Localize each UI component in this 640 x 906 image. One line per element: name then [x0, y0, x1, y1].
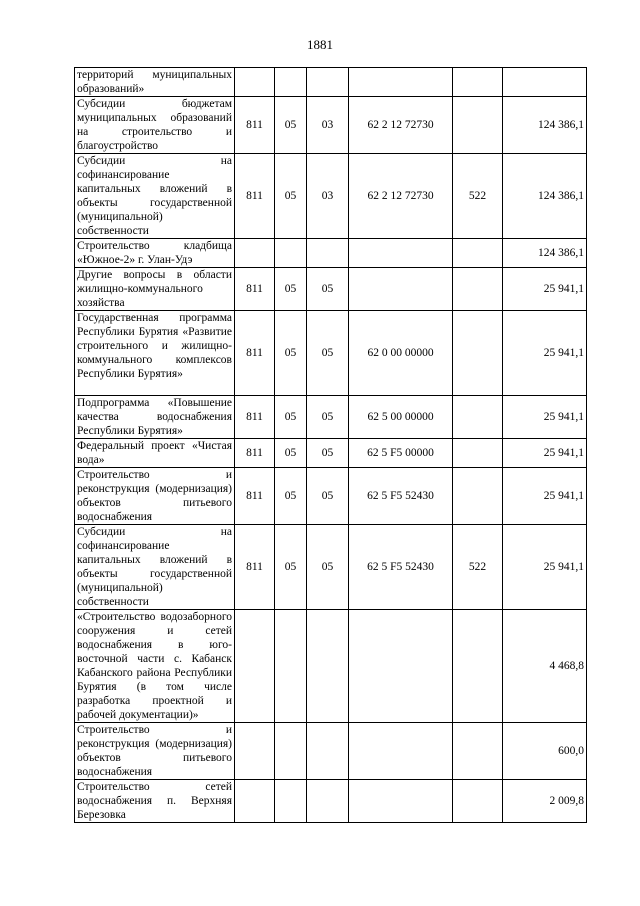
ministry-code-cell	[235, 239, 275, 268]
table-row	[75, 68, 587, 97]
section-code-cell	[275, 780, 307, 823]
expense-type-cell	[453, 239, 503, 268]
target-article-cell: 62 5 F5 00000	[349, 439, 453, 468]
table-row	[75, 468, 587, 525]
section-code-cell: 05	[275, 154, 307, 239]
amount-cell: 124 386,1	[503, 154, 587, 239]
target-article-cell: 62 5 F5 52430	[349, 525, 453, 610]
table-row	[75, 780, 587, 823]
item-name-cell: Субсидии бюджетам муниципальных образований на строительство и благоустройство	[75, 97, 235, 154]
amount-cell: 25 941,1	[503, 439, 587, 468]
ministry-code-cell	[235, 723, 275, 780]
subsection-code-cell	[307, 239, 349, 268]
target-article-cell	[349, 723, 453, 780]
item-name-cell: Строительство кладбища «Южное-2» г. Улан-Удэ	[75, 239, 235, 268]
subsection-code-cell: 03	[307, 97, 349, 154]
table-row	[75, 311, 587, 396]
item-name-cell: Строительство сетей водоснабжения п. Верхняя Березовка	[75, 780, 235, 823]
section-code-cell: 05	[275, 439, 307, 468]
target-article-cell	[349, 780, 453, 823]
amount-cell: 25 941,1	[503, 268, 587, 311]
expense-type-cell	[453, 311, 503, 396]
section-code-cell	[275, 610, 307, 723]
ministry-code-cell: 811	[235, 311, 275, 396]
subsection-code-cell: 05	[307, 268, 349, 311]
item-name-cell: территорий муниципальных образований»	[75, 68, 235, 97]
section-code-cell: 05	[275, 396, 307, 439]
subsection-code-cell: 05	[307, 311, 349, 396]
expense-type-cell	[453, 97, 503, 154]
section-code-cell: 05	[275, 268, 307, 311]
item-name-cell: Другие вопросы в области жилищно-коммунального хозяйства	[75, 268, 235, 311]
ministry-code-cell: 811	[235, 97, 275, 154]
table-row	[75, 396, 587, 439]
item-name-cell: Строительство и реконструкция (модернизация) объектов питьевого водоснабжения	[75, 468, 235, 525]
table-row	[75, 723, 587, 780]
subsection-code-cell: 05	[307, 468, 349, 525]
target-article-cell: 62 2 12 72730	[349, 154, 453, 239]
ministry-code-cell: 811	[235, 525, 275, 610]
subsection-code-cell	[307, 610, 349, 723]
ministry-code-cell: 811	[235, 268, 275, 311]
item-name-cell: Субсидии на софинансирование капитальных вложений в объекты государственной (муниципальной) собственности	[75, 525, 235, 610]
table-row	[75, 268, 587, 311]
item-name-cell: Подпрограмма «Повышение качества водоснабжения Республики Бурятия»	[75, 396, 235, 439]
amount-cell: 2 009,8	[503, 780, 587, 823]
item-name-cell: Федеральный проект «Чистая вода»	[75, 439, 235, 468]
amount-cell	[503, 68, 587, 97]
section-code-cell	[275, 239, 307, 268]
section-code-cell	[275, 68, 307, 97]
table-row	[75, 525, 587, 610]
subsection-code-cell: 05	[307, 525, 349, 610]
section-code-cell: 05	[275, 525, 307, 610]
ministry-code-cell: 811	[235, 396, 275, 439]
target-article-cell: 62 5 F5 52430	[349, 468, 453, 525]
page-number: 1881	[307, 37, 333, 52]
amount-cell: 25 941,1	[503, 396, 587, 439]
section-code-cell: 05	[275, 311, 307, 396]
item-name-cell: Строительство и реконструкция (модернизация) объектов питьевого водоснабжения	[75, 723, 235, 780]
table-row	[75, 97, 587, 154]
ministry-code-cell	[235, 780, 275, 823]
table-row	[75, 239, 587, 268]
expense-type-cell	[453, 268, 503, 311]
subsection-code-cell: 05	[307, 439, 349, 468]
amount-cell: 4 468,8	[503, 610, 587, 723]
target-article-cell: 62 5 00 00000	[349, 396, 453, 439]
expense-type-cell	[453, 68, 503, 97]
table-row	[75, 439, 587, 468]
item-name-cell: «Строительство водозаборного сооружения и сетей водоснабжения в юго-восточной части с. Кабанск Кабанского района Республики Бурятия (в том числе разработка проектной и рабочей документации)»	[75, 610, 235, 723]
ministry-code-cell	[235, 68, 275, 97]
subsection-code-cell	[307, 723, 349, 780]
expense-type-cell	[453, 396, 503, 439]
section-code-cell: 05	[275, 97, 307, 154]
target-article-cell	[349, 239, 453, 268]
table-row	[75, 610, 587, 723]
item-name-cell: Государственная программа Республики Бурятия «Развитие строительного и жилищно-коммунального комплексов Республики Бурятия»	[75, 311, 235, 396]
subsection-code-cell: 05	[307, 396, 349, 439]
table-row	[75, 154, 587, 239]
target-article-cell: 62 2 12 72730	[349, 97, 453, 154]
expense-type-cell	[453, 780, 503, 823]
section-code-cell: 05	[275, 468, 307, 525]
amount-cell: 124 386,1	[503, 239, 587, 268]
target-article-cell: 62 0 00 00000	[349, 311, 453, 396]
amount-cell: 25 941,1	[503, 468, 587, 525]
expense-type-cell	[453, 610, 503, 723]
budget-table	[74, 67, 587, 823]
ministry-code-cell: 811	[235, 154, 275, 239]
amount-cell: 25 941,1	[503, 311, 587, 396]
ministry-code-cell: 811	[235, 439, 275, 468]
ministry-code-cell: 811	[235, 468, 275, 525]
expense-type-cell	[453, 468, 503, 525]
amount-cell: 25 941,1	[503, 525, 587, 610]
subsection-code-cell	[307, 68, 349, 97]
section-code-cell	[275, 723, 307, 780]
ministry-code-cell	[235, 610, 275, 723]
subsection-code-cell: 03	[307, 154, 349, 239]
expense-type-cell: 522	[453, 525, 503, 610]
expense-type-cell: 522	[453, 154, 503, 239]
amount-cell: 600,0	[503, 723, 587, 780]
expense-type-cell	[453, 439, 503, 468]
table-body	[75, 68, 587, 823]
target-article-cell	[349, 68, 453, 97]
target-article-cell	[349, 610, 453, 723]
item-name-cell: Субсидии на софинансирование капитальных вложений в объекты государственной (муниципальной) собственности	[75, 154, 235, 239]
target-article-cell	[349, 268, 453, 311]
expense-type-cell	[453, 723, 503, 780]
subsection-code-cell	[307, 780, 349, 823]
amount-cell: 124 386,1	[503, 97, 587, 154]
